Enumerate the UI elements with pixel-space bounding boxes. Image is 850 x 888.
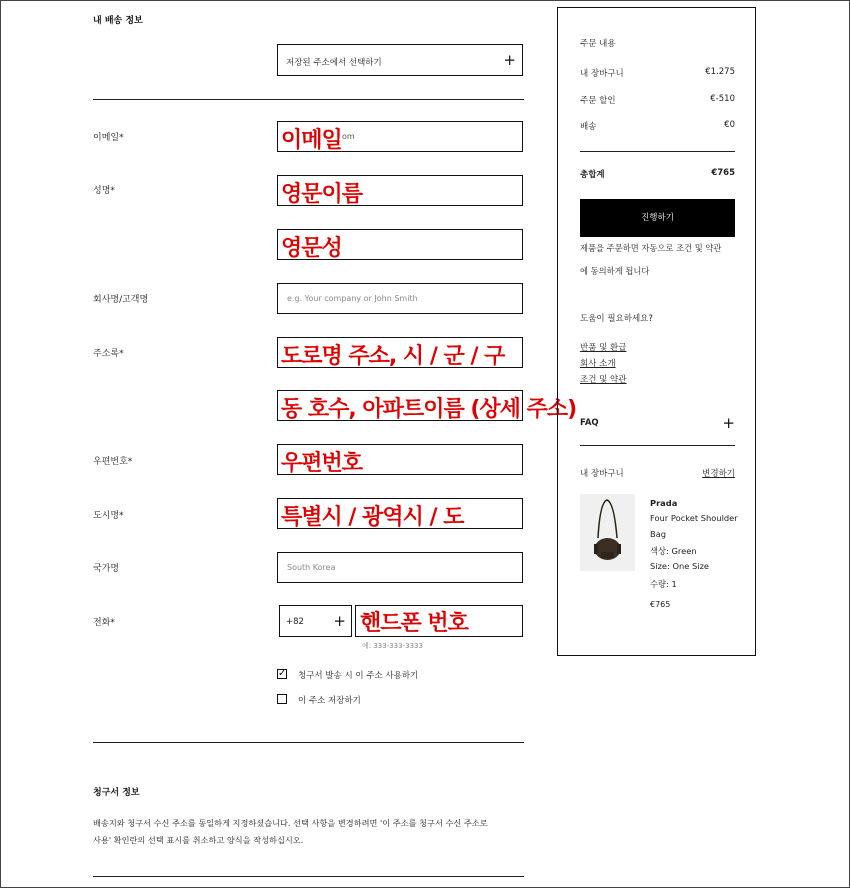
email-label: 이메일* — [93, 133, 124, 143]
divider — [580, 151, 735, 152]
postal-code-field[interactable] — [277, 444, 523, 475]
billing-section-title: 청구서 정보 — [93, 788, 140, 798]
product-size: Size: One Size — [650, 561, 710, 571]
saved-address-select[interactable] — [277, 44, 523, 76]
order-summary-panel — [557, 7, 756, 656]
product-color: 색상: Green — [650, 546, 697, 556]
email-annotation: 이메일 — [281, 128, 342, 153]
last-name-field[interactable] — [277, 229, 523, 260]
cart-subtotal-value: €1.275 — [705, 67, 735, 77]
city-field[interactable] — [277, 498, 523, 529]
terms-text-line1: 제품을 주문하면 자동으로 조건 및 약관 — [580, 243, 722, 253]
email-value: om — [342, 132, 355, 141]
product-name-line2: Bag — [650, 529, 667, 539]
billing-description-line1: 배송지와 청구서 수신 주소를 동일하게 지정하셨습니다. 선택 사항을 변경하려면 '이 주소를 청구서 수신 주소로 — [93, 818, 488, 828]
company-field[interactable] — [277, 283, 523, 314]
company-placeholder: e.g. Your company or John Smith — [287, 294, 418, 303]
divider — [93, 742, 524, 743]
save-address-checkbox[interactable] — [277, 694, 287, 704]
company-label: 회사명/고객명 — [93, 295, 149, 305]
summary-title: 주문 내용 — [580, 39, 616, 49]
product-brand: Prada — [650, 498, 678, 508]
phone-annotation: 핸드폰 번호 — [360, 611, 468, 636]
use-for-billing-checkbox[interactable] — [277, 669, 287, 679]
divider — [93, 876, 524, 877]
plus-icon: + — [503, 51, 516, 69]
total-value: €765 — [711, 168, 735, 178]
check-icon: ✓ — [278, 668, 287, 679]
plus-icon[interactable]: + — [722, 414, 735, 432]
edit-cart-link[interactable]: 변경하기 — [702, 469, 735, 479]
address-line2-field[interactable] — [277, 390, 577, 422]
country-value: South Korea — [287, 563, 336, 572]
product-quantity: 수량: 1 — [650, 579, 677, 589]
proceed-button[interactable]: 진행하기 — [580, 199, 735, 237]
divider — [93, 99, 524, 100]
email-field[interactable] — [277, 121, 523, 152]
city-label: 도시명* — [93, 511, 124, 521]
discount-label: 주문 할인 — [580, 96, 616, 106]
phone-label: 전화* — [93, 618, 115, 628]
faq-toggle[interactable]: FAQ — [580, 418, 599, 428]
address-line1-annotation: 도로명 주소, 시 / 군 / 구 — [281, 344, 505, 369]
city-annotation: 특별시 / 광역시 / 도 — [281, 505, 464, 530]
first-name-annotation: 영문이름 — [281, 182, 363, 207]
country-label: 국가명 — [93, 564, 120, 574]
my-cart-title: 내 장바구니 — [580, 469, 624, 479]
address-label: 주소록* — [93, 349, 124, 359]
save-address-label: 이 주소 저장하기 — [298, 696, 361, 706]
help-link-terms[interactable]: 조건 및 약관 — [580, 375, 627, 385]
saved-address-label: 저장된 주소에서 선택하기 — [286, 58, 382, 68]
shipping-section-title: 내 배송 정보 — [93, 16, 143, 26]
plus-icon: + — [333, 612, 346, 630]
postal-label: 우편번호* — [93, 457, 133, 467]
phone-number-field[interactable] — [355, 605, 523, 637]
terms-text-line2: 에 동의하게 됩니다 — [580, 266, 650, 276]
total-label: 총합계 — [580, 170, 605, 180]
product-name-line1: Four Pocket Shoulder — [650, 513, 738, 523]
shipping-cost-label: 배송 — [580, 122, 597, 132]
divider — [580, 445, 735, 446]
last-name-annotation: 영문성 — [281, 236, 342, 261]
name-label: 성명* — [93, 186, 115, 196]
phone-country-code-select[interactable] — [279, 605, 352, 637]
product-price: €765 — [650, 600, 671, 609]
help-title: 도움이 필요하세요? — [580, 314, 653, 324]
product-image[interactable] — [580, 494, 635, 571]
discount-value: €-510 — [710, 94, 735, 104]
phone-hint: 예: 333-333-3333 — [362, 642, 423, 650]
help-link-returns[interactable]: 반품 및 환급 — [580, 343, 627, 353]
handbag-icon — [580, 494, 635, 571]
use-for-billing-label: 청구서 발송 시 이 주소 사용하기 — [298, 671, 419, 681]
shipping-cost-value: €0 — [724, 120, 735, 130]
first-name-field[interactable] — [277, 175, 523, 206]
postal-annotation: 우편번호 — [281, 451, 363, 476]
billing-description-line2: 사용' 확인란의 선택 표시를 취소하고 양식을 작성하십시오. — [93, 835, 304, 845]
country-field[interactable] — [277, 552, 523, 583]
address-line1-field[interactable] — [277, 337, 523, 368]
help-link-about[interactable]: 회사 소개 — [580, 359, 616, 369]
address-line2-annotation: 동 호수, 아파트이름 (상세 주소) — [281, 397, 577, 422]
phone-code-value: +82 — [286, 617, 304, 627]
cart-subtotal-label: 내 장바구니 — [580, 69, 624, 79]
